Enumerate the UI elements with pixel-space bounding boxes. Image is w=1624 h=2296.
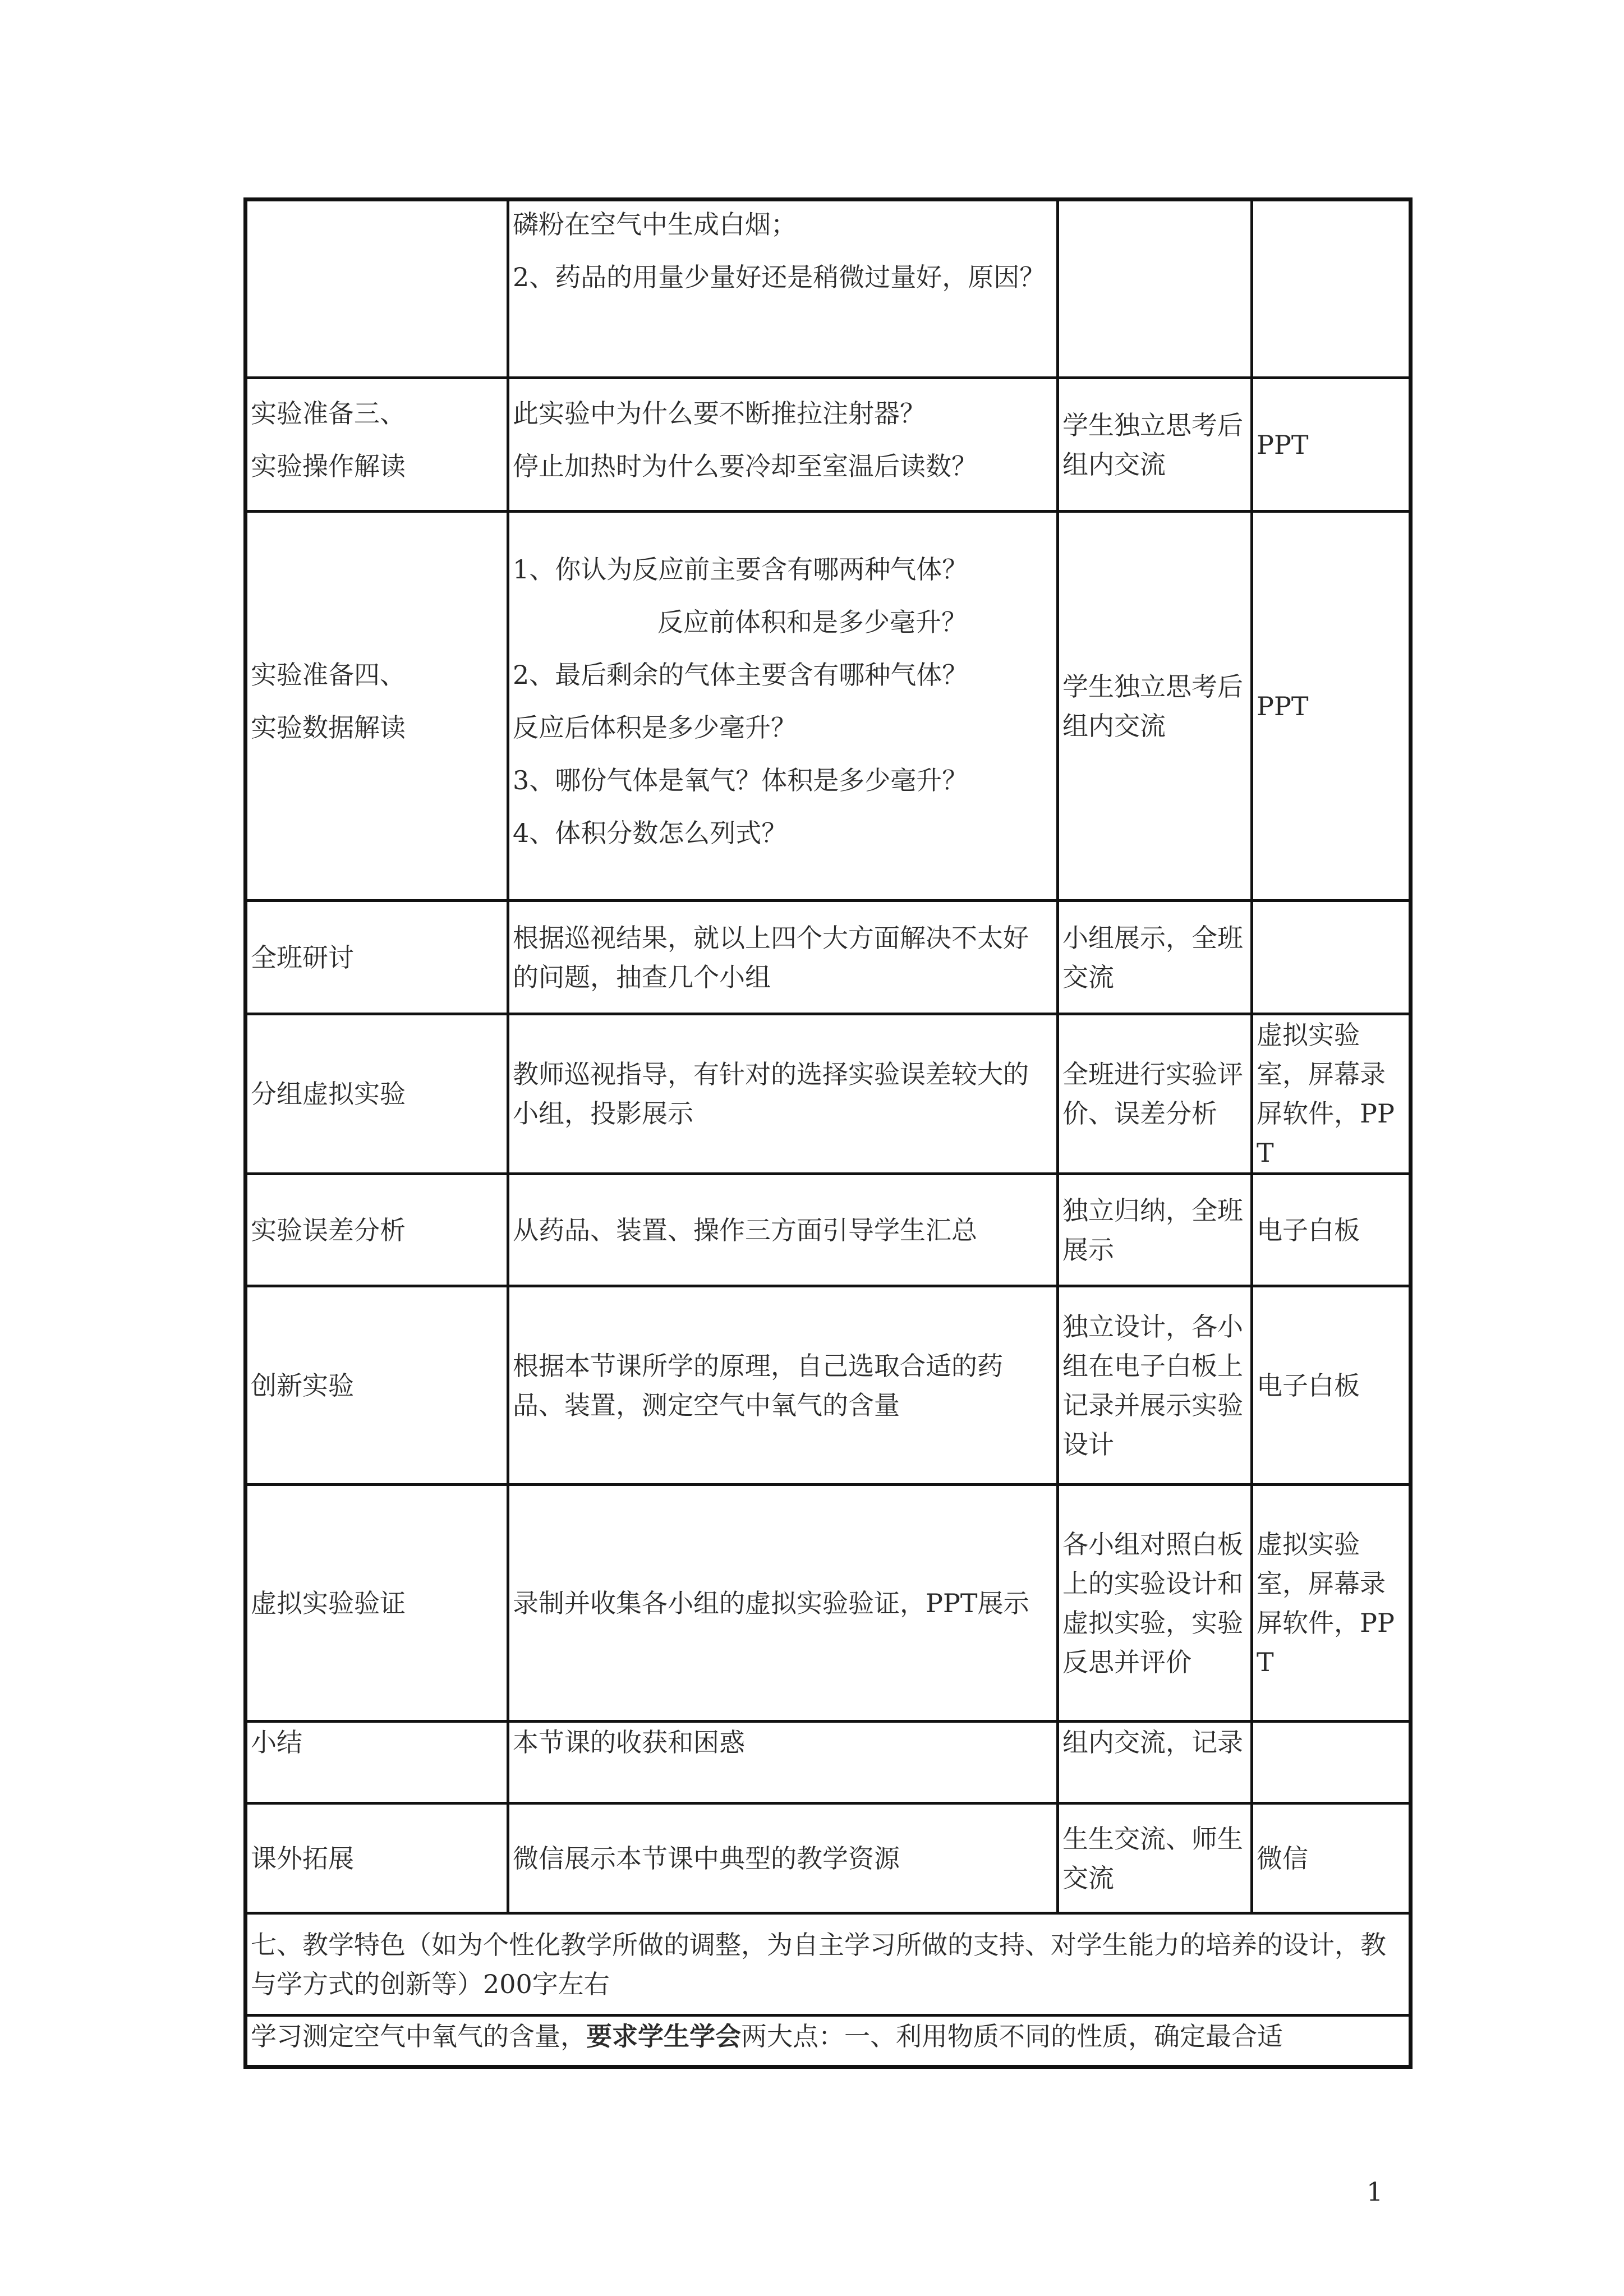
cell-student-activity: 生生交流、师生交流	[1058, 1803, 1252, 1913]
cell-resource	[1252, 200, 1411, 378]
cell-text: 1、你认为反应前主要含有哪两种气体？	[513, 554, 968, 585]
cell-resource	[1252, 1722, 1411, 1803]
cell-stage	[246, 200, 508, 378]
table-row	[246, 1722, 1411, 1803]
cell-stage: 虚拟实验验证	[246, 1485, 508, 1722]
section-heading: 七、教学特色（如为个性化教学所做的调整，为自主学习所做的支持、对学生能力的培养的设计，教与学方式的创新等）200字左右	[246, 1913, 1411, 2016]
cell-text: 2、最后剩余的气体主要含有哪种气体？	[513, 659, 968, 690]
cell-student-activity: 组内交流，记录	[1058, 1722, 1252, 1803]
table-row	[246, 1174, 1411, 1286]
table-row	[246, 1014, 1411, 1174]
cell-text: 反应后体积是多少毫升？	[513, 712, 797, 743]
section-text-part: 学习测定空气中氧气的含量，	[251, 2021, 586, 2051]
lesson-plan-table	[243, 197, 1413, 2069]
cell-activity: 根据巡视结果，就以上四个大方面解决不太好的问题，抽查几个小组	[508, 901, 1058, 1014]
cell-activity: 录制并收集各小组的虚拟实验验证，PPT展示	[508, 1485, 1058, 1722]
cell-resource: 微信	[1252, 1803, 1411, 1913]
cell-activity: 教师巡视指导，有针对的选择实验误差较大的小组，投影展示	[508, 1014, 1058, 1174]
cell-student-activity: 学生独立思考后组内交流	[1058, 378, 1252, 512]
cell-activity	[508, 512, 1058, 901]
cell-activity: 微信展示本节课中典型的教学资源	[508, 1803, 1058, 1913]
cell-stage: 课外拓展	[246, 1803, 508, 1913]
cell-text: 实验准备四、	[251, 659, 406, 690]
cell-stage: 创新实验	[246, 1286, 508, 1485]
cell-text: 实验操作解读	[251, 450, 406, 481]
cell-student-activity: 独立归纳，全班展示	[1058, 1174, 1252, 1286]
cell-activity: 本节课的收获和困惑	[508, 1722, 1058, 1803]
cell-resource: PPT	[1252, 512, 1411, 901]
section-text-emphasis: 要求学生学会	[586, 2021, 741, 2051]
section-text	[246, 2016, 1411, 2067]
cell-activity: 从药品、装置、操作三方面引导学生汇总	[508, 1174, 1058, 1286]
cell-resource	[1252, 901, 1411, 1014]
cell-text: 4、体积分数怎么列式？	[513, 817, 788, 848]
table-row	[246, 1485, 1411, 1722]
cell-resource: PPT	[1252, 378, 1411, 512]
cell-text: 停止加热时为什么要冷却至室温后读数？	[513, 450, 977, 481]
cell-student-activity: 学生独立思考后组内交流	[1058, 512, 1252, 901]
cell-student-activity: 独立设计，各小组在电子白板上记录并展示实验设计	[1058, 1286, 1252, 1485]
table-row	[246, 1803, 1411, 1913]
cell-activity: 根据本节课所学的原理，自己选取合适的药品、装置，测定空气中氧气的含量	[508, 1286, 1058, 1485]
cell-resource: 虚拟实验室，屏幕录屏软件，PPT	[1252, 1485, 1411, 1722]
cell-text: 此实验中为什么要不断推拉注射器？	[513, 398, 926, 429]
table-row	[246, 512, 1411, 901]
cell-resource: 电子白板	[1252, 1286, 1411, 1485]
page-number: 1	[1367, 2177, 1383, 2207]
cell-stage: 分组虚拟实验	[246, 1014, 508, 1174]
cell-stage: 全班研讨	[246, 901, 508, 1014]
cell-stage: 小结	[246, 1722, 508, 1803]
cell-text: 磷粉在空气中生成白烟；	[513, 209, 797, 240]
cell-resource: 虚拟实验室，屏幕录屏软件，PPT	[1252, 1014, 1411, 1174]
table-row	[246, 200, 1411, 378]
cell-text: 反应前体积和是多少毫升？	[657, 606, 967, 637]
cell-text: 2、药品的用量少量好还是稍微过量好，原因？	[513, 262, 1046, 292]
table-row	[246, 901, 1411, 1014]
table-row	[246, 1913, 1411, 2016]
table-row	[246, 378, 1411, 512]
cell-text: 实验数据解读	[251, 712, 406, 743]
cell-stage: 实验误差分析	[246, 1174, 508, 1286]
cell-student-activity	[1058, 200, 1252, 378]
cell-resource: 电子白板	[1252, 1174, 1411, 1286]
section-text-part: 两大点：一、利用物质不同的性质，确定最合适	[741, 2021, 1283, 2051]
table-row	[246, 1286, 1411, 1485]
cell-activity	[508, 200, 1058, 378]
cell-text: 3、哪份气体是氧气？体积是多少毫升？	[513, 765, 968, 795]
cell-stage	[246, 378, 508, 512]
cell-text: 实验准备三、	[251, 398, 406, 429]
cell-student-activity: 小组展示，全班交流	[1058, 901, 1252, 1014]
cell-activity	[508, 378, 1058, 512]
cell-student-activity: 各小组对照白板上的实验设计和虚拟实验，实验反思并评价	[1058, 1485, 1252, 1722]
cell-student-activity: 全班进行实验评价、误差分析	[1058, 1014, 1252, 1174]
table-row	[246, 2016, 1411, 2067]
cell-stage	[246, 512, 508, 901]
